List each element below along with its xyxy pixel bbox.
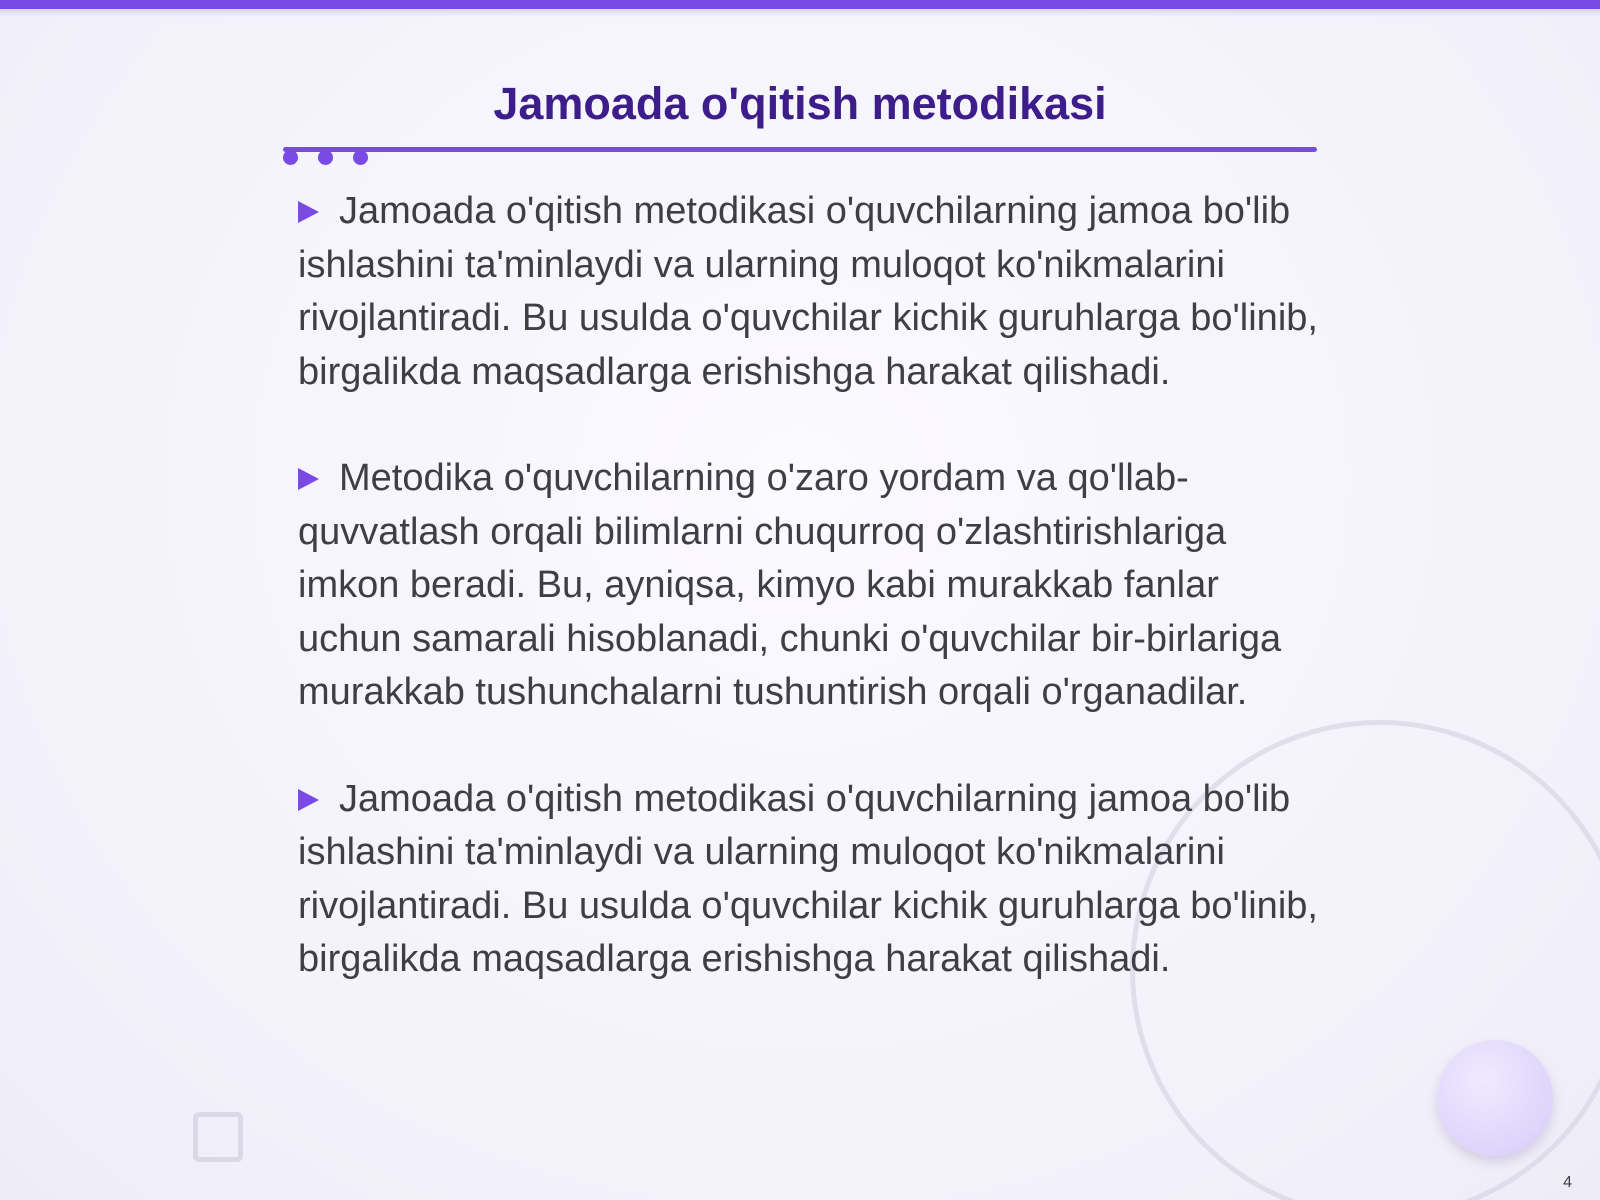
top-accent-bar: [0, 0, 1600, 9]
title-underline: [283, 147, 1317, 152]
top-bar-shadow: [0, 9, 1600, 17]
bullet-list: [298, 185, 1318, 987]
bullet-item-1: [298, 185, 1318, 399]
decorative-circle: [1437, 1040, 1553, 1156]
page-number: 4: [1563, 1174, 1572, 1191]
bullet-text-2: Metodika o'quvchilarning o'zaro yordam va qo'llab-quvvatlash orqali bilimlarni chuqurroq o'zlashtirishlariga imkon beradi. Bu, ayniqsa, kimyo kabi murakkab fanlar uchun samarali hisoblanadi, chunki o'quvchilar bir-birlariga murakkab tushunchalarni tushuntirish orqali o'rganadilar.: [298, 457, 1282, 713]
bullet-text-1: Jamoada o'qitish metodikasi o'quvchilarning jamoa bo'lib ishlashini ta'minlaydi va ularning muloqot ko'nikmalarini rivojlantiradi. Bu usulda o'quvchilar kichik guruhlarga bo'linib, birgalikda maqsadlarga erishishga harakat qilishadi.: [298, 190, 1318, 393]
slide-title: Jamoada o'qitish metodikasi: [493, 78, 1107, 129]
title-dot-1: [283, 150, 298, 165]
bullet-text-3: Jamoada o'qitish metodikasi o'quvchilarning jamoa bo'lib ishlashini ta'minlaydi va ularning muloqot ko'nikmalarini rivojlantiradi. Bu usulda o'quvchilar kichik guruhlarga bo'linib, birgalikda maqsadlarga erishishga harakat qilishadi.: [298, 777, 1318, 980]
decorative-square: [193, 1112, 243, 1162]
bullet-item-3: [298, 773, 1318, 987]
triangle-bullet-icon: [298, 201, 319, 223]
title-dot-2: [318, 150, 333, 165]
title-dot-3: [353, 150, 368, 165]
triangle-bullet-icon: [298, 468, 319, 490]
bullet-item-2: [298, 452, 1318, 720]
triangle-bullet-icon: [298, 789, 319, 811]
